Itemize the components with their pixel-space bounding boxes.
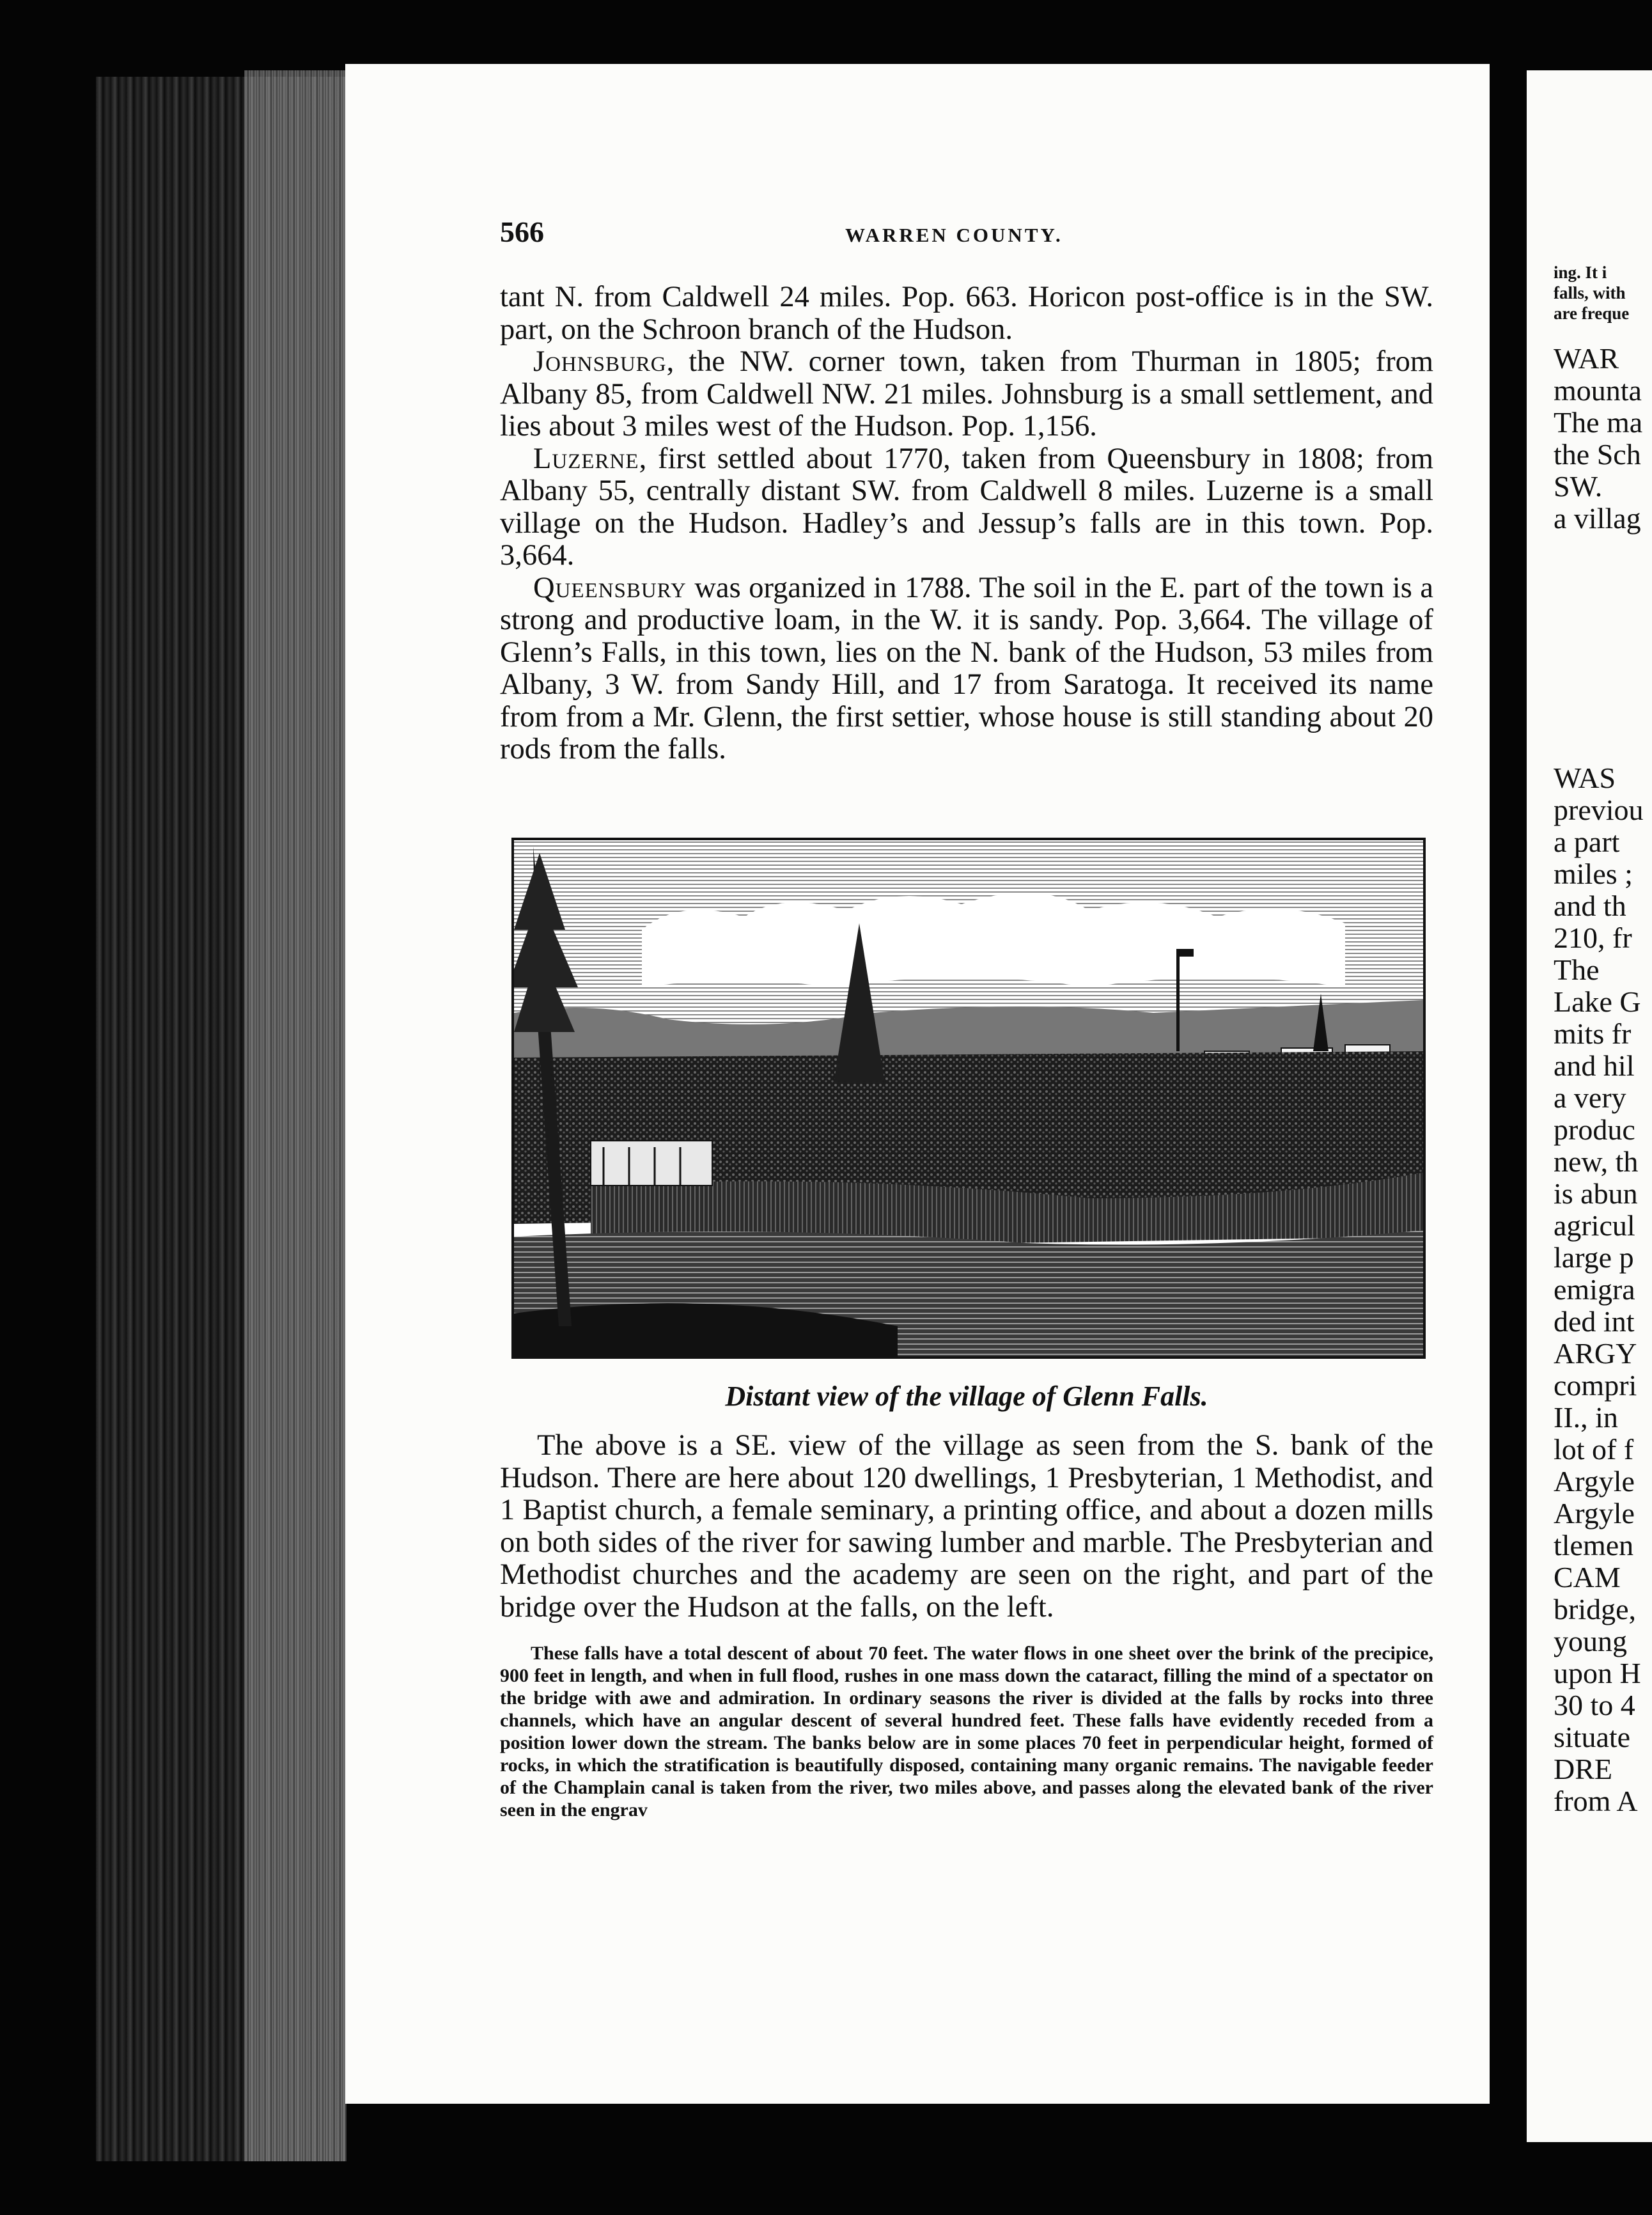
right-page-line: mounta [1554,374,1642,407]
paragraph-text: , first settled about 1770, taken from Queensbury in 1808; from Albany 55, centrally distant SW. from Caldwell 8 miles. Luzerne is a small village on the Hudson. Hadley’s and Jessup’s falls are in this town. Pop. 3,664. [500,442,1433,572]
right-page-line: produc [1554,1113,1635,1146]
right-page-line: WAS [1554,762,1616,794]
engraving-image [514,840,1423,1356]
paragraph-text: , the NW. corner town, taken from Thurman in 1805; from Albany 85, from Caldwell NW. 21 miles. Johnsburg is a small settlement, and lies about 3 miles west of the Hudson. Pop. 1,156. [500,345,1433,442]
running-title: WARREN COUNTY. [845,224,1063,246]
right-page-line: ded int [1554,1305,1635,1338]
right-page-line: The [1554,953,1600,986]
right-page-line: and hil [1554,1049,1635,1082]
right-page-line: is abun [1554,1177,1638,1210]
right-page-line: situate [1554,1721,1631,1753]
paragraph-text: was organized in 1788. The soil in the E. part of the town is a strong and productive loam, in the W. it is sandy. Pop. 3,664. The village of Glenn’s Falls, in this town, lies on the N. bank of the Hudson, 53 miles from Albany, 3 W. from Sandy Hill, and 17 from Saratoga. It received its name from from a Mr. Glenn, the first settier, whose house is still standing about 20 rods from the falls. [500,571,1433,765]
right-page-line: agricul [1554,1209,1635,1242]
right-page-line: previou [1554,794,1644,826]
paragraph-queensbury [500,572,1433,766]
paragraph-johnsburg [500,346,1433,443]
right-page-line: bridge, [1554,1593,1637,1625]
right-page-block-2 [1554,762,1652,1817]
right-page-line: Lake G [1554,985,1641,1018]
right-page-line: tlemen [1554,1529,1634,1561]
right-page-line: a very [1554,1081,1626,1114]
right-page-line: 30 to 4 [1554,1689,1635,1721]
right-page-line: ing. It i [1554,263,1607,282]
right-page-line: are freque [1554,304,1630,323]
engraving-glenns-falls [511,838,1426,1359]
right-page-column [1554,262,1652,1817]
right-page-line: lot of f [1554,1433,1634,1466]
right-page-line: a part [1554,826,1620,858]
right-page-line: ARGY [1554,1337,1637,1370]
right-page-line: emigra [1554,1273,1635,1306]
right-page-line: and th [1554,889,1626,922]
body-text [500,281,1433,766]
right-page-line: upon H [1554,1657,1641,1689]
page-number: 566 [500,215,544,248]
running-head [500,215,1433,253]
right-page-line: Argyle [1554,1465,1635,1498]
description-paragraph [500,1430,1433,1624]
right-page-line: DRE [1554,1753,1612,1785]
paragraph-horicon: tant N. from Caldwell 24 miles. Pop. 663. Horicon post-office is in the SW. part, on the Schroon branch of the Hudson. [500,281,1433,346]
town-name: Queensbury [533,571,687,604]
right-page-line: mits fr [1554,1017,1632,1050]
right-page-block-1 [1554,343,1652,535]
right-page-line: miles ; [1554,857,1633,890]
right-page-header-lines [1554,262,1652,324]
right-page-line: II., in [1554,1401,1618,1434]
right-page-line: a villag [1554,502,1641,535]
right-page-line: from A [1554,1785,1638,1817]
footnote [500,1642,1433,1821]
description-text: The above is a SE. view of the village as seen from the S. bank of the Hudson. There are here about 120 dwellings, 1 Presbyterian, 1 Methodist, and 1 Baptist church, a female seminary, a printing office, and about a dozen mills on both sides of the river for sawing lumber and marble. The Presbyterian and Methodist churches and the academy are seen on the right, and part of the bridge over the Hudson at the falls, on the left. [500,1429,1433,1624]
right-page-line: compri [1554,1369,1637,1402]
right-page-line: 210, fr [1554,921,1632,954]
right-page-line: WAR [1554,342,1619,375]
right-page-line: large p [1554,1241,1634,1274]
right-page-line: Argyle [1554,1497,1635,1530]
footnote-text: These falls have a total descent of about 70 feet. The water flows in one sheet over the brink of the precipice, 900 feet in length, and when in full flood, rushes in one mass down the cataract, filling the mind of a spectator on the bridge with awe and admiration. In ordinary seasons the river is divided at the falls by rocks into three channels, which have an angular descent of several hundred feet. These falls have evidently receded from a position lower down the stream. The banks below are in some places 70 feet in perpendicular height, formed of rocks, in which the stratification is beautifully disposed, containing many organic remains. The navigable feeder of the Champlain canal is taken from the river, two miles above, and passes along the elevated bank of the river seen in the engrav [500,1643,1433,1820]
right-page-line: young [1554,1625,1627,1657]
paragraph-luzerne [500,443,1433,572]
right-page-line: The ma [1554,406,1643,439]
figure-caption: Distant view of the village of Glenn Falls. [725,1381,1208,1412]
right-page-line: the Sch [1554,438,1641,471]
page-stack-edge [244,70,347,2161]
town-name: Luzerne [533,442,639,475]
right-page [1527,70,1652,2142]
right-page-line: SW. [1554,470,1603,503]
right-page-line: falls, with [1554,283,1626,302]
town-name: Johnsburg [533,345,667,378]
right-page-line: CAM [1554,1561,1621,1593]
right-page-line: new, th [1554,1145,1639,1178]
